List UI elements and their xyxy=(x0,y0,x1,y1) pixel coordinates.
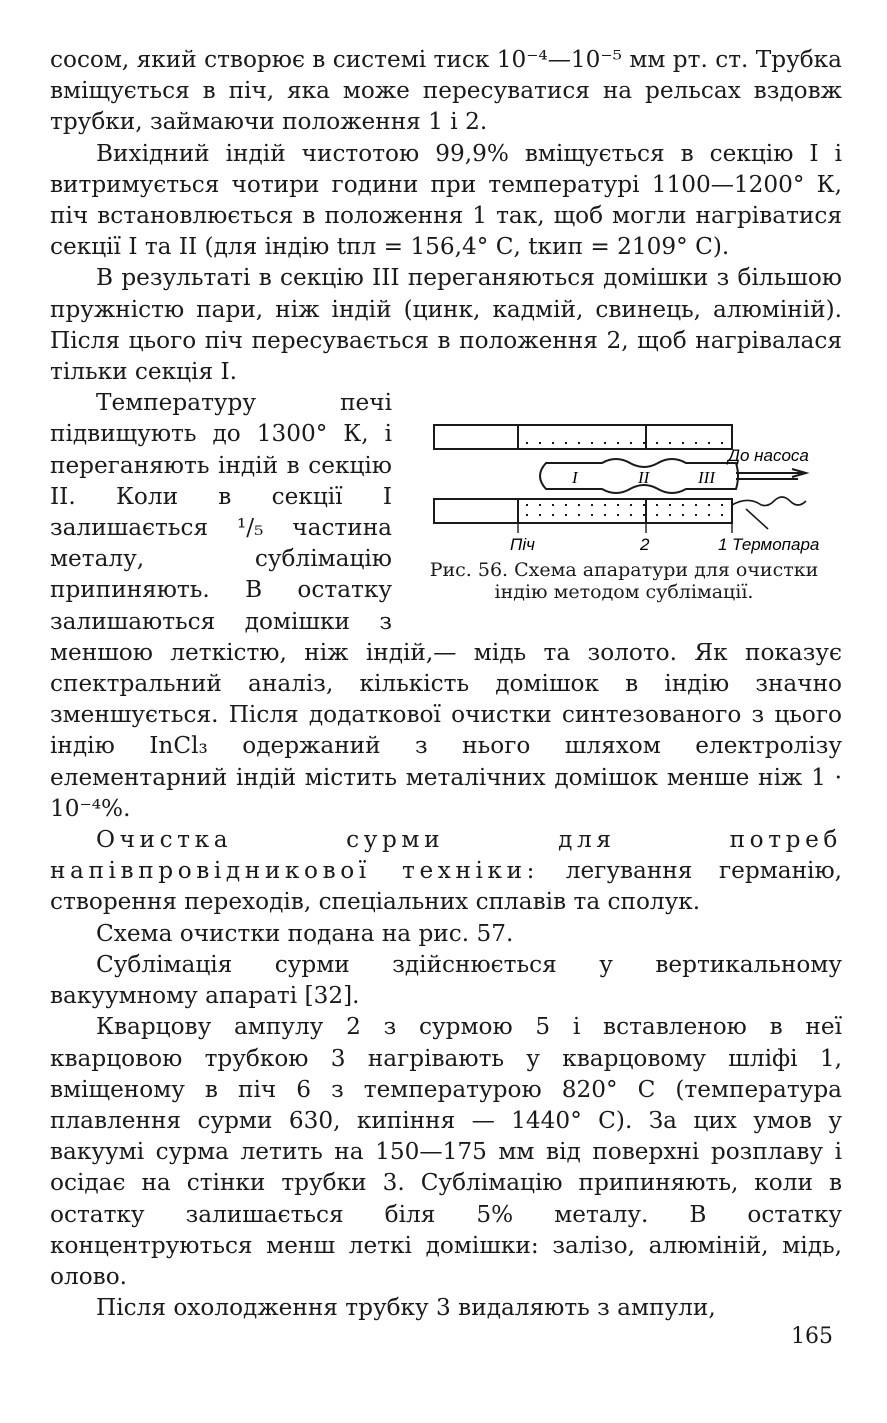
figure-text-block xyxy=(50,387,842,824)
paragraph-2: Вихідний індій чистотою 99,9% вміщується в секцію I і витримується чотири години при температурі 1100—1200° К, піч встановлюється в положення 1 так, щоб могли нагріватися секції I та II (для індію tпл = 156,4° С, tкип = 2109° С). xyxy=(50,139,842,261)
figure-56 xyxy=(406,405,842,603)
page-number: 165 xyxy=(791,1324,833,1349)
apparatus-diagram xyxy=(406,405,842,555)
label-sec1: I xyxy=(572,468,578,488)
paragraph-7: Сублімація сурми здійснюється у вертикальному вакуумному апараті [32]. xyxy=(50,950,842,1010)
paragraph-8: Кварцову ампулу 2 з сурмою 5 і вставленою в неї кварцовою трубкою 3 нагрівають у кварцовому шліфі 1, вміщеному в піч 6 з температурою 820° С (температура плавлення сурми 630, кипіння — 1440° С). За цих умов у вакуумі сурма летить на 150—175 мм від поверхні розплаву і осідає на стінки трубки 3. Сублімацію припиняють, коли в остатку залишається біля 5% металу. В остатку концентруються менш леткі домішки: залізо, алюміній, мідь, олово. xyxy=(50,1013,842,1290)
paragraph-5-rest: легування германію, створення переходів, спеціальних сплавів та сполук. xyxy=(50,857,843,916)
label-sec3: III xyxy=(698,468,715,488)
paragraph-4: Температуру печі підвищують до 1300° К, і переганяють індій в секцію II. Коли в секції I залишається ¹/₅ частина металу, сублімацію припиняють. В остатку залишаються домішки з меншою леткістю, ніж індій,— мідь та золото. Як показує спектральний аналіз, кількість домішок в індію значно зменшується. Після додаткової очистки синтезованого з цього індію InCl₃ одержаний з нього шляхом електролізу елементарний індій містить металічних домішок менше ніж 1 · 10⁻⁴%. xyxy=(50,389,842,822)
label-to-pump: До насоса xyxy=(728,446,809,466)
furnace-lower xyxy=(434,499,732,523)
paragraph-6: Схема очистки подана на рис. 57. xyxy=(96,919,514,947)
figure-caption: Рис. 56. Схема апаратури для очистки індію методом сублімації. xyxy=(429,559,819,604)
thermocouple-wire xyxy=(732,497,806,506)
paragraph-3: В результаті в секцію III переганяються домішки з більшою пружністю пари, ніж індій (цинк, кадмій, свинець, алюміній). Після цього піч пересувається в положення 2, щоб нагрівалася тільки секція I. xyxy=(50,264,842,386)
paragraph-5 xyxy=(50,824,842,918)
page-body xyxy=(50,44,842,1323)
furnace-upper xyxy=(434,425,732,449)
section-heading-spaced: Очистка сурми для потреб напівпровідникової техніки: xyxy=(50,826,842,885)
label-pos1: 1 xyxy=(718,535,728,555)
label-sec2: II xyxy=(638,468,650,488)
paragraph-9: Після охолодження трубку 3 видаляють з ампули, xyxy=(96,1294,716,1322)
paragraph-1: сосом, який створює в системі тиск 10⁻⁴—10⁻⁵ мм рт. ст. Трубка вміщується в піч, яка може пересуватися на рельсах вздовж трубки, займаючи положення 1 і 2. xyxy=(50,46,842,136)
label-pos2: 2 xyxy=(640,535,650,555)
label-thermocouple: Термопара xyxy=(732,535,820,555)
label-furnace: Піч xyxy=(510,535,535,555)
